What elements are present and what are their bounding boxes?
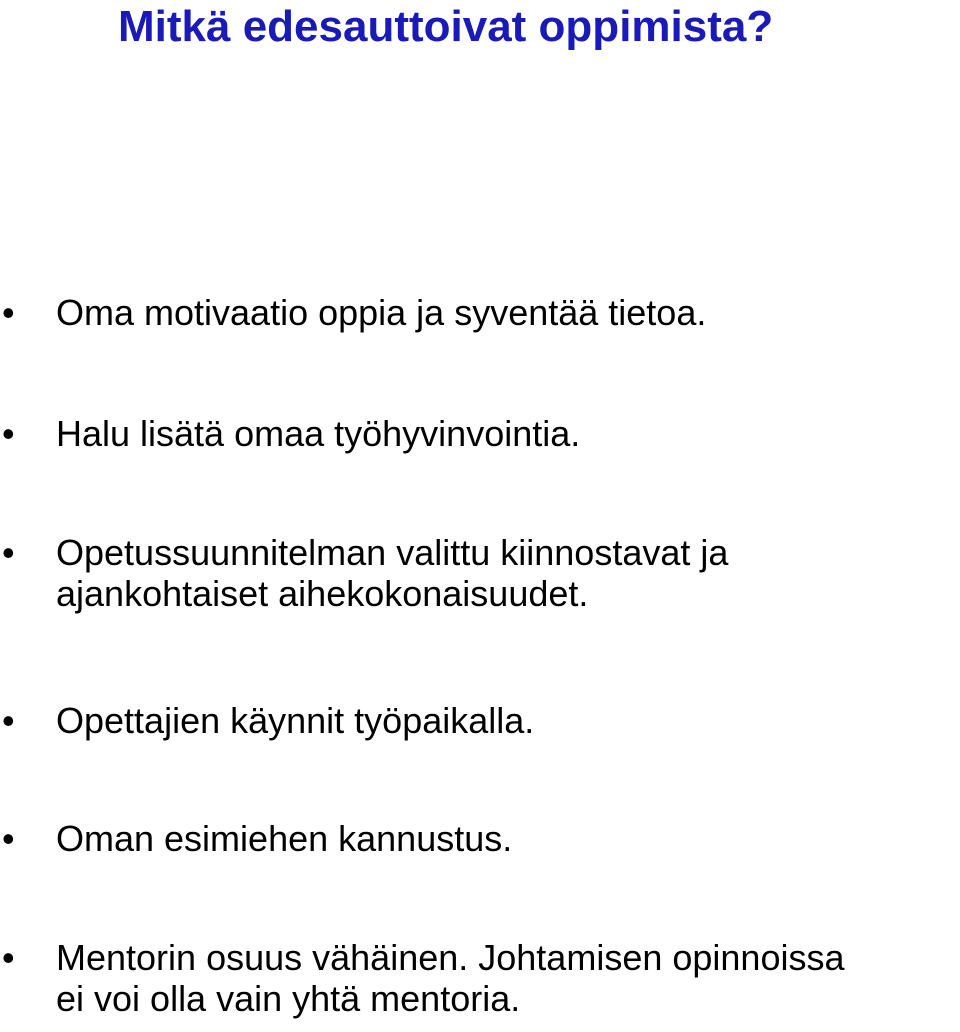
bullet-line: Mentorin osuus vähäinen. Johtamisen opinnoissa	[56, 937, 845, 978]
bullet-marker: •	[2, 700, 15, 741]
bullet-marker: •	[2, 818, 15, 859]
bullet-line: Halu lisätä omaa työhyvinvointia.	[56, 413, 581, 454]
bullet-line: Opetussuunnitelman valittu kiinnostavat ja	[56, 532, 729, 573]
bullet-line: Opettajien käynnit työpaikalla.	[56, 700, 535, 741]
bullet-text	[56, 937, 960, 1019]
bullet-marker: •	[2, 937, 15, 978]
bullet-text	[56, 700, 960, 741]
bullet-marker: •	[2, 292, 15, 333]
bullet-marker: •	[2, 532, 15, 573]
bullet-line: ei voi olla vain yhtä mentoria.	[56, 978, 521, 1019]
bullet-text	[56, 532, 960, 614]
bullet-marker: •	[2, 413, 15, 454]
bullet-line: ajankohtaiset aihekokonaisuudet.	[56, 573, 589, 614]
bullet-text	[56, 292, 960, 333]
bullet-text	[56, 413, 960, 454]
bullet-line: Oma motivaatio oppia ja syventää tietoa.	[56, 292, 707, 333]
slide-title: Mitkä edesauttoivat oppimista?	[118, 2, 774, 51]
bullet-line: Oman esimiehen kannustus.	[56, 818, 513, 859]
bullet-text	[56, 818, 960, 859]
